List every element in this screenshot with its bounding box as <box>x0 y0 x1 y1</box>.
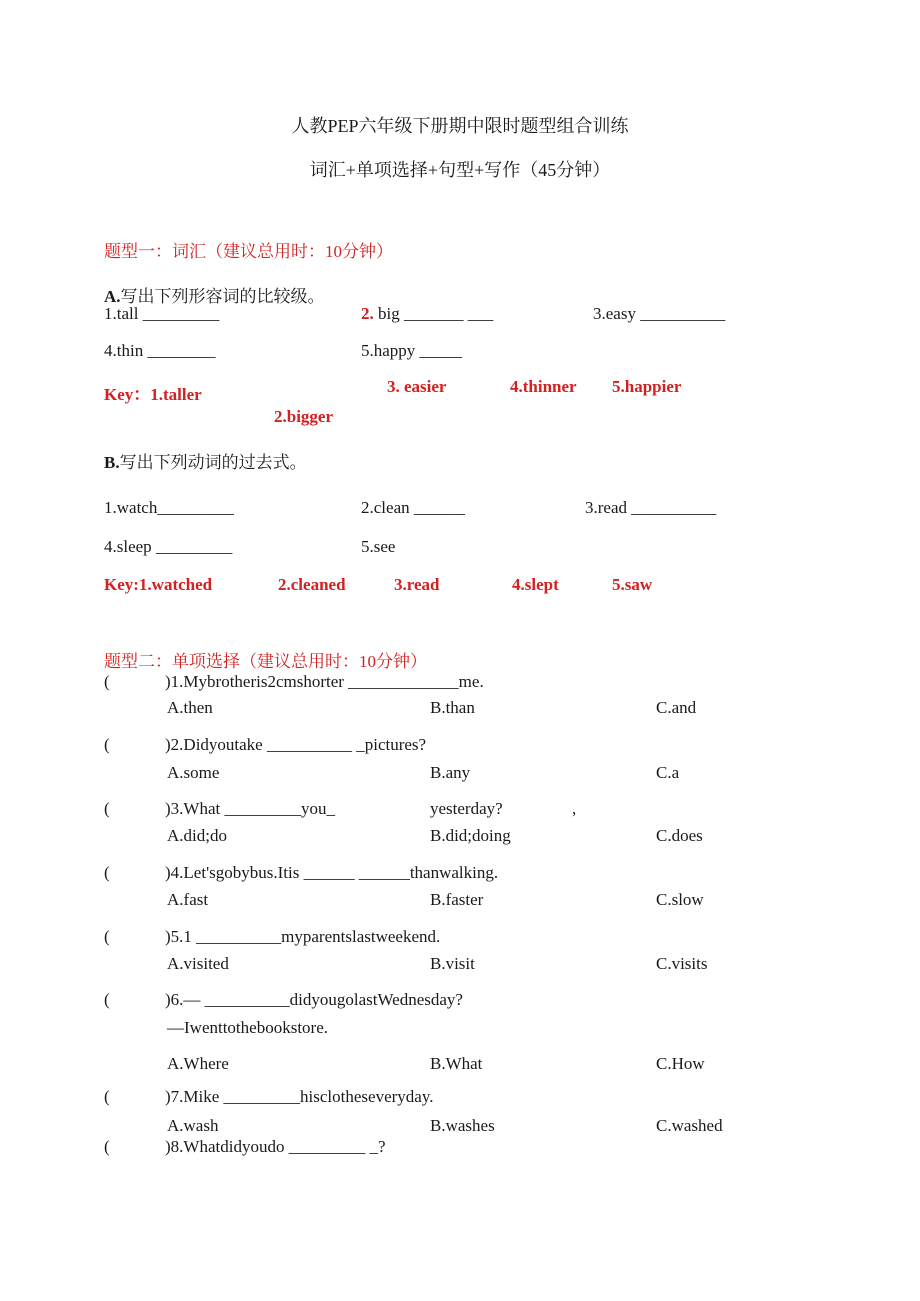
q4-paren: ( <box>104 863 110 882</box>
partA-item-1: 1.tall _________ <box>104 304 220 323</box>
q5-paren: ( <box>104 927 110 946</box>
q3-option-b: B.did;doing <box>430 826 511 845</box>
q5-option-c: C.visits <box>656 954 708 973</box>
q2-option-c: C.a <box>656 763 680 782</box>
q3-stem-3: , <box>572 799 577 818</box>
partB-item-3: 3.read __________ <box>585 498 717 517</box>
partB-key-4: 4.slept <box>512 575 559 594</box>
partB-key-3: 3.read <box>394 575 440 594</box>
q7-paren: ( <box>104 1087 110 1106</box>
q5-option-a: A.visited <box>167 954 229 973</box>
partA-key-1: Key：1.taller <box>104 385 202 404</box>
partB-item-4: 4.sleep _________ <box>104 537 233 556</box>
partA-item-5: 5.happy _____ <box>361 341 463 360</box>
q7-option-a: A.wash <box>167 1116 219 1135</box>
partB-instruction-text: 写出下列动词的过去式。 <box>119 453 307 472</box>
q6-paren: ( <box>104 990 110 1009</box>
q4-option-b: B.faster <box>430 890 484 909</box>
q5-option-b: B.visit <box>430 954 475 973</box>
partB-key-1: Key:1.watched <box>104 575 213 594</box>
partA-item-4: 4.thin ________ <box>104 341 216 360</box>
partA-key-3: 3. easier <box>387 377 447 396</box>
q7-stem: )7.Mike _________hisclotheseveryday. <box>165 1087 434 1106</box>
partA-item-3: 3.easy __________ <box>593 304 726 323</box>
q1-paren: ( <box>104 672 110 691</box>
q3-option-a: A.did;do <box>167 826 227 845</box>
partA-label: A. <box>104 287 121 306</box>
partA-item-2-text: big _______ ___ <box>378 304 494 323</box>
q2-paren: ( <box>104 735 110 754</box>
q4-stem: )4.Let'sgobybus.Itis ______ ______thanwalking. <box>165 863 499 882</box>
q3-stem-2: yesterday? <box>430 799 503 818</box>
q5-stem: )5.1 __________myparentslastweekend. <box>165 927 441 946</box>
q8-paren: ( <box>104 1137 110 1156</box>
q1-stem: )1.Mybrotheris2cmshorter _____________me. <box>165 672 484 691</box>
q1-option-b: B.than <box>430 698 475 717</box>
q4-option-c: C.slow <box>656 890 704 909</box>
q3-option-c: C.does <box>656 826 703 845</box>
q7-option-c: C.washed <box>656 1116 723 1135</box>
section1-heading: 题型一：词汇（建议总用时：10分钟） <box>104 242 393 261</box>
q6-option-c: C.How <box>656 1054 705 1073</box>
q2-option-b: B.any <box>430 763 471 782</box>
partB-item-2: 2.clean ______ <box>361 498 465 517</box>
q1-option-c: C.and <box>656 698 697 717</box>
partA-item-2-number: 2. <box>361 304 374 323</box>
partB-key-2: 2.cleaned <box>278 575 346 594</box>
q6-stem: )6.— __________didyougolastWednesday? <box>165 990 463 1009</box>
page-subtitle: 词汇+单项选择+句型+写作（45分钟） <box>309 160 611 180</box>
partA-key-2: 2.bigger <box>274 407 334 426</box>
partB-instruction <box>104 448 307 473</box>
partB-item-5: 5.see <box>361 537 396 556</box>
partB-label: B. <box>104 453 120 472</box>
q6-answer-line: —Iwenttothebookstore. <box>167 1018 328 1037</box>
q8-stem: )8.Whatdidyoudo _________ _? <box>165 1137 386 1156</box>
q6-option-a: A.Where <box>167 1054 229 1073</box>
partA-key-4: 4.thinner <box>510 377 577 396</box>
q3-stem: )3.What _________you_ <box>165 799 335 818</box>
q1-option-a: A.then <box>167 698 213 717</box>
q3-paren: ( <box>104 799 110 818</box>
partB-key-5: 5.saw <box>612 575 653 594</box>
page-title: 人教PEP六年级下册期中限时题型组合训练 <box>291 116 629 136</box>
partA-key-5: 5.happier <box>612 377 682 396</box>
q4-option-a: A.fast <box>167 890 209 909</box>
partA-instruction-text: 写出下列形容词的比较级。 <box>120 287 325 306</box>
q7-option-b: B.washes <box>430 1116 495 1135</box>
q2-stem: )2.Didyoutake __________ _pictures? <box>165 735 427 754</box>
q6-option-b: B.What <box>430 1054 483 1073</box>
partB-item-1: 1.watch_________ <box>104 498 234 517</box>
section2-heading: 题型二：单项选择（建议总用时：10分钟） <box>104 652 427 671</box>
partA-item-2 <box>361 304 493 324</box>
q2-option-a: A.some <box>167 763 220 782</box>
